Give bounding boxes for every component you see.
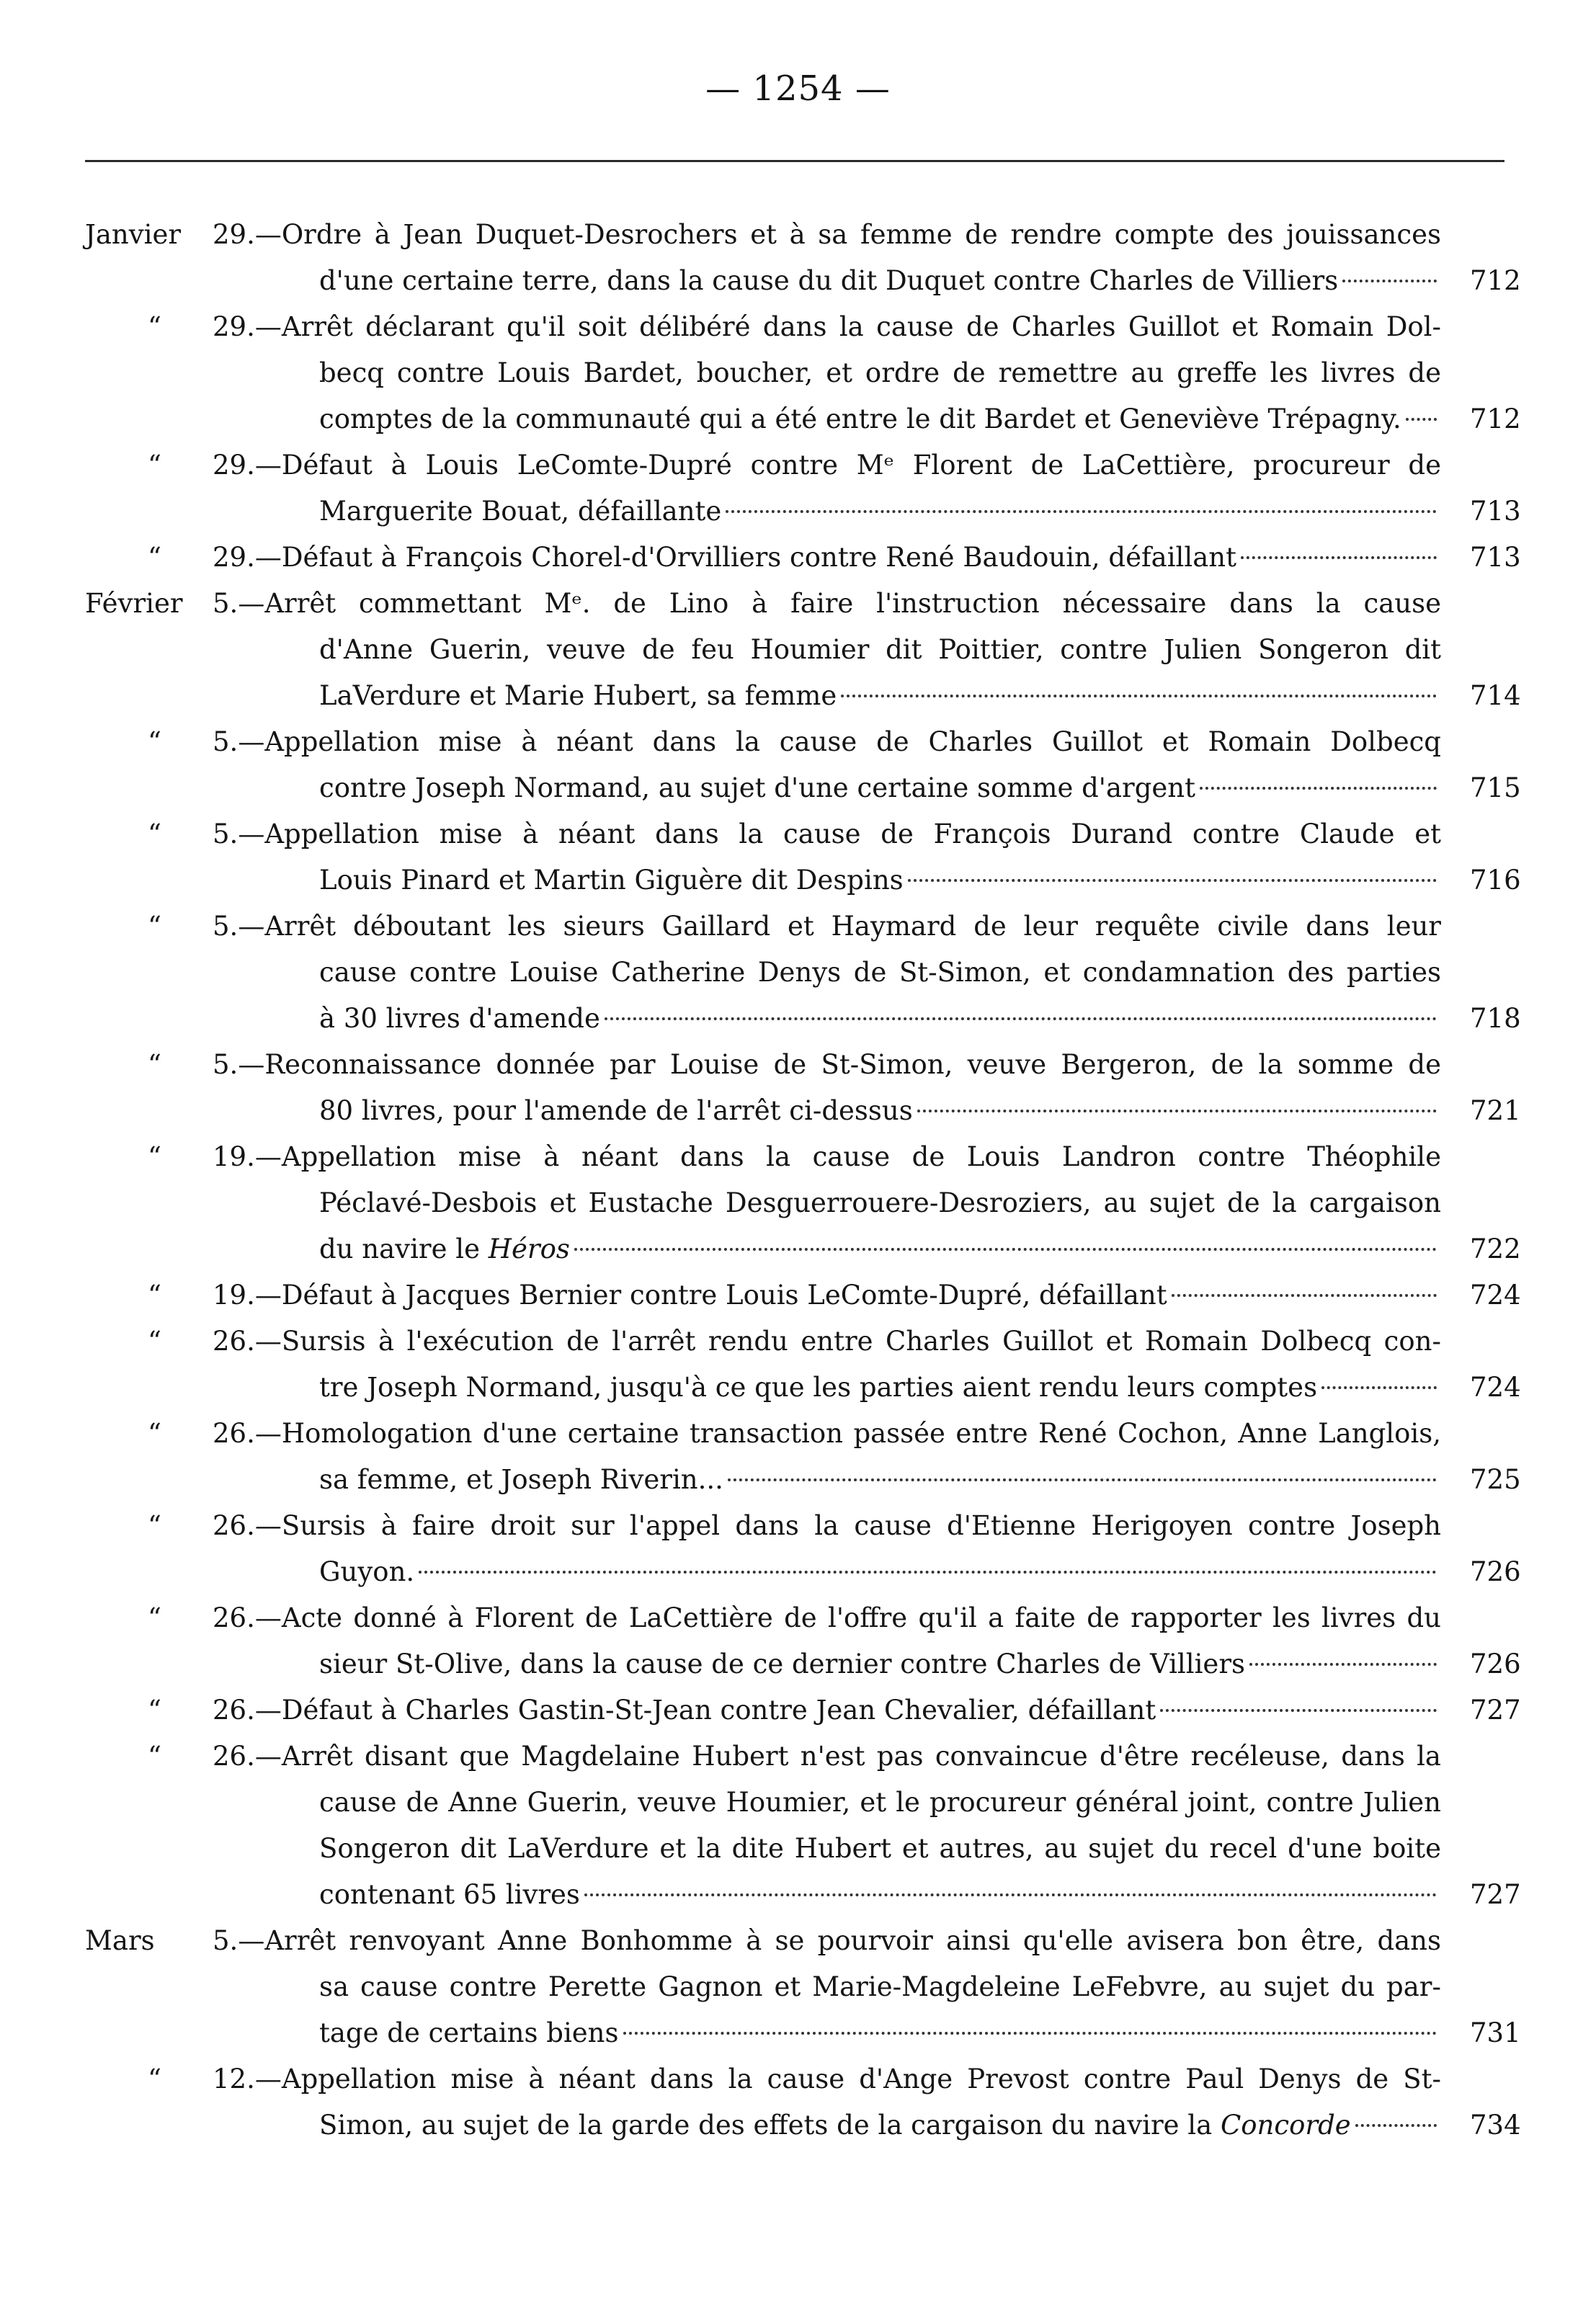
entry-list	[0, 212, 1596, 2149]
entry-text	[213, 1734, 1441, 1780]
entry-line	[0, 1457, 1596, 1503]
entry-line-text: —Sursis à faire droit sur l'appel dans la cause d'Etienne Herigoyen contre Joseph	[254, 1510, 1441, 1541]
entry-day: 29.	[213, 542, 255, 573]
page-reference: 731	[1470, 2017, 1521, 2048]
entry-day: 26.	[213, 1326, 255, 1357]
page-reference: 724	[1470, 1280, 1521, 1311]
ditto-mark: “	[148, 1141, 161, 1172]
dot-leader	[841, 695, 1437, 697]
entry-line-text: —Reconnaissance donnée par Louise de St-Simon, veuve Bergeron, de la somme de	[238, 1049, 1441, 1080]
entry-text	[319, 1780, 1441, 1826]
entry-line-text: —Acte donné à Florent de LaCettière de l'offre qu'il a faite de rapporter les livres du	[254, 1602, 1441, 1633]
page-reference: 725	[1470, 1464, 1521, 1495]
entry-text	[213, 811, 1441, 857]
entry-last-line	[319, 765, 1441, 811]
entry-line	[0, 212, 1596, 258]
entry-day: 5.	[213, 1049, 238, 1080]
entry-text	[213, 2056, 1441, 2102]
entry-line-text: —Arrêt déboutant les sieurs Gaillard et Haymard de leur requête civile dans leur	[238, 911, 1441, 942]
entry-text	[319, 1365, 1317, 1411]
entry-text	[319, 1180, 1441, 1226]
month-label: Février	[85, 588, 183, 619]
entry-day: 29.	[213, 311, 255, 342]
entry-line-text: comptes de la communauté qui a été entre le dit Bardet et Geneviève Trépagny.	[319, 403, 1401, 434]
entry-text	[213, 1595, 1441, 1641]
entry-text	[213, 1319, 1441, 1365]
entry-text	[213, 1411, 1441, 1457]
entry-line-text: sieur St-Olive, dans la cause de ce dernier contre Charles de Villiers	[319, 1648, 1245, 1679]
dot-leader	[1241, 556, 1437, 559]
entry-text	[319, 2102, 1351, 2149]
page-reference: 715	[1470, 772, 1521, 803]
entry-line-text: Songeron dit LaVerdure et la dite Hubert et autres, au sujet du recel d'une boite	[319, 1833, 1441, 1864]
dot-leader	[574, 1248, 1437, 1251]
entry-line	[0, 1734, 1596, 1780]
dot-leader	[1172, 1294, 1437, 1297]
ditto-mark: “	[148, 1418, 161, 1449]
entry-line-text: —Défaut à Jacques Bernier contre Louis LeComte-Dupré, défaillant	[254, 1280, 1167, 1311]
entry-line-text: —Appellation mise à néant dans la cause de François Durand contre Claude et	[238, 818, 1441, 849]
entry-line	[0, 304, 1596, 350]
ditto-mark: “	[148, 2064, 161, 2094]
dot-leader	[1160, 1709, 1437, 1712]
entry-last-line	[319, 2010, 1441, 2056]
entry-line-text: d'Anne Guerin, veuve de feu Houmier dit Poittier, contre Julien Songeron dit	[319, 634, 1441, 665]
dot-leader	[1249, 1663, 1437, 1666]
entry-line	[0, 2010, 1596, 2056]
entry-text	[213, 304, 1441, 350]
entry-last-line	[319, 1226, 1441, 1272]
entry-day: 29.	[213, 219, 255, 250]
entry-day: 5.	[213, 588, 238, 619]
entry-line	[0, 1226, 1596, 1272]
page-reference: 712	[1470, 403, 1521, 434]
entry-text	[213, 1042, 1441, 1088]
month-label: Mars	[85, 1925, 155, 1956]
index-entry	[0, 581, 1596, 719]
index-entry	[0, 904, 1596, 1042]
entry-text	[319, 1964, 1441, 2010]
entry-day: 5.	[213, 818, 238, 849]
page-reference: 712	[1470, 265, 1521, 296]
entry-text	[319, 996, 600, 1042]
entry-line	[0, 673, 1596, 719]
entry-line-text: cause contre Louise Catherine Denys de St-Simon, et condamnation des parties	[319, 957, 1441, 988]
entry-last-line	[319, 1088, 1441, 1134]
ditto-mark: “	[148, 911, 161, 942]
entry-line	[0, 1595, 1596, 1641]
entry-line	[0, 2102, 1596, 2149]
entry-text	[319, 488, 721, 535]
entry-line-text: —Sursis à l'exécution de l'arrêt rendu entre Charles Guillot et Romain Dolbecq con-	[254, 1326, 1441, 1357]
index-entry	[0, 1042, 1596, 1134]
dot-leader	[1321, 1386, 1437, 1389]
entry-line	[0, 1365, 1596, 1411]
index-entry	[0, 304, 1596, 442]
entry-text	[319, 350, 1441, 396]
entry-line-text: contre Joseph Normand, au sujet d'une certaine somme d'argent	[319, 772, 1195, 803]
entry-last-line	[213, 1687, 1441, 1734]
entry-line	[0, 1687, 1596, 1734]
entry-line	[0, 1918, 1596, 1964]
index-entry	[0, 1734, 1596, 1918]
ship-name: Héros	[488, 1233, 570, 1264]
entry-line	[0, 904, 1596, 950]
dot-leader	[419, 1571, 1437, 1574]
entry-line-text: Simon, au sujet de la garde des effets de la cargaison du navire la	[319, 2110, 1221, 2141]
entry-line-text: du navire le	[319, 1233, 489, 1264]
entry-last-line	[319, 1641, 1441, 1687]
index-entry	[0, 442, 1596, 535]
ship-name: Concorde	[1220, 2110, 1351, 2141]
ditto-mark: “	[148, 1326, 161, 1357]
entry-day: 26.	[213, 1695, 255, 1726]
page-reference: 721	[1470, 1095, 1521, 1126]
entry-line-text: sa femme, et Joseph Riverin...	[319, 1464, 723, 1495]
entry-last-line	[319, 857, 1441, 904]
ditto-mark: “	[148, 818, 161, 849]
entry-line-text: becq contre Louis Bardet, boucher, et ordre de remettre au greffe les livres de	[319, 357, 1441, 388]
entry-line	[0, 1503, 1596, 1549]
page-reference: 726	[1470, 1556, 1521, 1587]
entry-text	[319, 765, 1195, 811]
entry-last-line	[319, 258, 1441, 304]
ditto-mark: “	[148, 1510, 161, 1541]
page-reference: 716	[1470, 865, 1521, 896]
entry-day: 5.	[213, 911, 238, 942]
entry-day: 26.	[213, 1741, 255, 1772]
entry-line	[0, 1549, 1596, 1595]
index-entry	[0, 1272, 1596, 1319]
page-reference: 727	[1470, 1695, 1521, 1726]
entry-line	[0, 765, 1596, 811]
entry-line	[0, 581, 1596, 627]
entry-last-line	[319, 2102, 1441, 2149]
page-reference: 718	[1470, 1003, 1521, 1034]
entry-line-text: tre Joseph Normand, jusqu'à ce que les parties aient rendu leurs comptes	[319, 1372, 1318, 1403]
entry-line	[0, 1180, 1596, 1226]
entry-line	[0, 1272, 1596, 1319]
header-rule	[85, 160, 1504, 162]
entry-line	[0, 857, 1596, 904]
entry-line-text: à 30 livres d'amende	[319, 1003, 600, 1034]
entry-text	[319, 1641, 1245, 1687]
page-reference: 713	[1470, 542, 1521, 573]
entry-line-text: sa cause contre Perette Gagnon et Marie-Magdeleine LeFebvre, au sujet du par-	[319, 1971, 1441, 2002]
index-entry	[0, 1595, 1596, 1687]
entry-line-text: —Arrêt disant que Magdelaine Hubert n'est pas convaincue d'être recéleuse, dans la	[254, 1741, 1441, 1772]
page-reference: 713	[1470, 496, 1521, 527]
entry-line-text: d'une certaine terre, dans la cause du dit Duquet contre Charles de Villiers	[319, 265, 1339, 296]
entry-line	[0, 1134, 1596, 1180]
entry-line	[0, 442, 1596, 488]
ditto-mark: “	[148, 542, 161, 573]
entry-text	[213, 1687, 1156, 1734]
entry-line	[0, 1641, 1596, 1687]
entry-line	[0, 396, 1596, 442]
entry-text	[213, 581, 1441, 627]
entry-line	[0, 2056, 1596, 2102]
entry-text	[319, 950, 1441, 996]
entry-text	[319, 1457, 723, 1503]
entry-line-text: 80 livres, pour l'amende de l'arrêt ci-dessus	[319, 1095, 913, 1126]
entry-text	[213, 904, 1441, 950]
entry-text	[213, 442, 1441, 488]
entry-last-line	[319, 1365, 1441, 1411]
page-number: — 1254 —	[705, 68, 891, 109]
entry-day: 26.	[213, 1418, 255, 1449]
index-entry	[0, 1918, 1596, 2056]
entry-line	[0, 1088, 1596, 1134]
entry-text	[319, 1088, 913, 1134]
page-reference: 727	[1470, 1879, 1521, 1910]
index-entry	[0, 2056, 1596, 2149]
entry-line-text: —Arrêt renvoyant Anne Bonhomme à se pourvoir ainsi qu'elle avisera bon être, dans	[238, 1925, 1441, 1956]
index-entry	[0, 212, 1596, 304]
index-entry	[0, 1503, 1596, 1595]
index-entry	[0, 1319, 1596, 1411]
ditto-mark: “	[148, 311, 161, 342]
entry-text	[319, 857, 904, 904]
entry-line	[0, 1411, 1596, 1457]
entry-line-text: —Appellation mise à néant dans la cause de Louis Landron contre Théophile	[254, 1141, 1441, 1172]
entry-text	[319, 1872, 580, 1918]
entry-line-text: —Arrêt déclarant qu'il soit délibéré dans la cause de Charles Guillot et Romain Dol-	[254, 311, 1441, 342]
entry-line-text: LaVerdure et Marie Hubert, sa femme	[319, 680, 837, 711]
ditto-mark: “	[148, 1280, 161, 1311]
entry-day: 19.	[213, 1141, 255, 1172]
page-reference: 734	[1470, 2110, 1521, 2141]
index-entry	[0, 535, 1596, 581]
entry-line	[0, 1964, 1596, 2010]
ditto-mark: “	[148, 1695, 161, 1726]
entry-line-text: Péclavé-Desbois et Eustache Desguerrouere-Desroziers, au sujet de la cargaison	[319, 1187, 1441, 1218]
entry-line	[0, 350, 1596, 396]
entry-text	[319, 627, 1441, 673]
entry-line-text: contenant 65 livres	[319, 1879, 580, 1910]
ditto-mark: “	[148, 450, 161, 481]
entry-text	[213, 719, 1441, 765]
entry-line	[0, 488, 1596, 535]
entry-line-text: —Appellation mise à néant dans la cause de Charles Guillot et Romain Dolbecq	[238, 726, 1441, 757]
index-entry	[0, 1134, 1596, 1272]
entry-line	[0, 1872, 1596, 1918]
dot-leader	[623, 2032, 1437, 2035]
entry-text	[213, 212, 1441, 258]
entry-line-text: cause de Anne Guerin, veuve Houmier, et le procureur général joint, contre Julien	[319, 1787, 1441, 1818]
dot-leader	[728, 1478, 1437, 1481]
entry-text	[213, 1134, 1441, 1180]
entry-text	[213, 535, 1236, 581]
dot-leader	[605, 1017, 1437, 1020]
entry-line-text: —Défaut à Louis LeComte-Dupré contre Mᵉ Florent de LaCettière, procureur de	[254, 450, 1441, 481]
entry-last-line	[319, 1872, 1441, 1918]
entry-last-line	[213, 535, 1441, 581]
entry-last-line	[319, 488, 1441, 535]
entry-last-line	[319, 1457, 1441, 1503]
entry-text	[319, 673, 837, 719]
entry-text	[213, 1503, 1441, 1549]
dot-leader	[917, 1110, 1437, 1112]
index-entry	[0, 1411, 1596, 1503]
month-label: Janvier	[85, 219, 182, 250]
entry-day: 12.	[213, 2064, 255, 2094]
entry-text	[319, 258, 1338, 304]
entry-line-text: —Arrêt commettant Mᵉ. de Lino à faire l'instruction nécessaire dans la cause	[238, 588, 1441, 619]
entry-line	[0, 535, 1596, 581]
entry-day: 29.	[213, 450, 255, 481]
entry-text	[213, 1272, 1167, 1319]
ditto-mark: “	[148, 1741, 161, 1772]
entry-line-text: —Appellation mise à néant dans la cause d'Ange Prevost contre Paul Denys de St-	[254, 2064, 1441, 2094]
dot-leader	[1355, 2124, 1437, 2127]
ditto-mark: “	[148, 726, 161, 757]
entry-day: 5.	[213, 726, 238, 757]
entry-line	[0, 258, 1596, 304]
entry-day: 26.	[213, 1602, 255, 1633]
dot-leader	[584, 1893, 1437, 1896]
entry-line-text: —Défaut à François Chorel-d'Orvilliers contre René Baudouin, défaillant	[254, 542, 1236, 573]
entry-line-text: —Homologation d'une certaine transaction passée entre René Cochon, Anne Langlois,	[254, 1418, 1441, 1449]
entry-line	[0, 1826, 1596, 1872]
entry-text	[319, 396, 1401, 442]
page-reference: 724	[1470, 1372, 1521, 1403]
entry-line	[0, 1319, 1596, 1365]
entry-line	[0, 811, 1596, 857]
entry-line	[0, 1042, 1596, 1088]
entry-day: 5.	[213, 1925, 238, 1956]
entry-day: 26.	[213, 1510, 255, 1541]
index-entry	[0, 811, 1596, 904]
page-reference: 722	[1470, 1233, 1521, 1264]
dot-leader	[726, 510, 1437, 513]
entry-last-line	[319, 1549, 1441, 1595]
entry-text	[319, 2010, 619, 2056]
entry-line	[0, 950, 1596, 996]
entry-line	[0, 996, 1596, 1042]
dot-leader	[908, 879, 1437, 882]
entry-line-text: Louis Pinard et Martin Giguère dit Despins	[319, 865, 904, 896]
entry-line	[0, 719, 1596, 765]
ditto-mark: “	[148, 1049, 161, 1080]
dot-leader	[1406, 418, 1437, 421]
entry-line-text: —Ordre à Jean Duquet-Desrochers et à sa femme de rendre compte des jouissances	[254, 219, 1441, 250]
page-reference: 726	[1470, 1648, 1521, 1679]
entry-last-line	[319, 673, 1441, 719]
page-reference: 714	[1470, 680, 1521, 711]
entry-text	[213, 1918, 1441, 1964]
entry-day: 19.	[213, 1280, 255, 1311]
entry-line-text: tage de certains biens	[319, 2017, 619, 2048]
entry-text	[319, 1826, 1441, 1872]
index-entry	[0, 719, 1596, 811]
entry-line-text: Guyon.	[319, 1556, 415, 1587]
entry-last-line	[319, 396, 1441, 442]
entry-line	[0, 1780, 1596, 1826]
dot-leader	[1342, 280, 1437, 282]
dot-leader	[1200, 787, 1437, 790]
entry-last-line	[213, 1272, 1441, 1319]
entry-last-line	[319, 996, 1441, 1042]
entry-text	[319, 1226, 570, 1272]
entry-line	[0, 627, 1596, 673]
entry-text	[319, 1549, 414, 1595]
entry-line-text: Marguerite Bouat, défaillante	[319, 496, 722, 527]
ditto-mark: “	[148, 1602, 161, 1633]
index-entry	[0, 1687, 1596, 1734]
entry-line-text: —Défaut à Charles Gastin-St-Jean contre Jean Chevalier, défaillant	[254, 1695, 1156, 1726]
